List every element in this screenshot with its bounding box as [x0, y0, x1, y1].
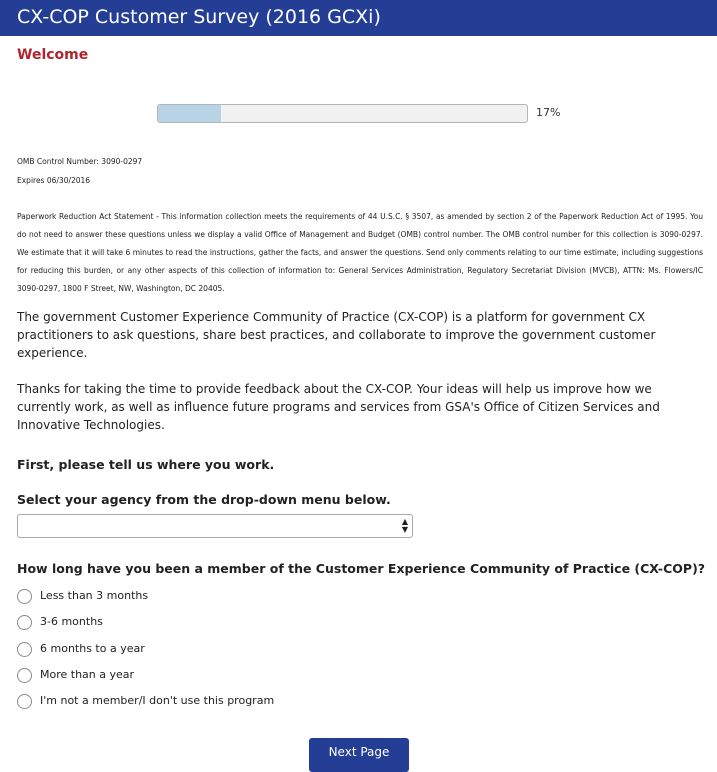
omb-control-number: OMB Control Number: 3090-0297 — [17, 157, 143, 166]
paperwork-reduction-statement: Paperwork Reduction Act Statement - This information collection meets the requirements of 44 U.S.C. § 3507, as amended by section 2 of the Paperwork Reduction Act of 1995. You do not need to answer these questions unless we display a valid Office of Management and Budget (OMB) control number. The OMB control number for this collection is 3090-0297. We estimate that it will take 6 minutes to read the instructions, gather the facts, and answer the questions. Send only comments relating to our time estimate, including suggestions for reducing this burden, or any other aspects of this collection of information to: General Services Administration, Regulatory Secretariat Division (MVCB), ATTN: Ms. Flowers/IC 3090-0297, 1800 F Street, NW, Washington, DC 20405. — [17, 212, 703, 293]
survey-title: CX-COP Customer Survey (2016 GCXi) — [17, 6, 381, 28]
thanks-paragraph: Thanks for taking the time to provide feedback about the CX-COP. Your ideas will help us improve how we currently work, as well as influence future programs and services from GSA's Office of Citizen Services and Innovative Technologies. — [17, 382, 660, 432]
progress-bar-fill — [158, 105, 221, 122]
membership-option-label[interactable]: Less than 3 months — [40, 589, 149, 602]
progress-percent: 17% — [536, 106, 561, 119]
radio-button[interactable] — [17, 615, 32, 630]
omb-expiration: Expires 06/30/2016 — [17, 176, 91, 185]
membership-option-label[interactable]: I'm not a member/I don't use this program — [40, 694, 275, 707]
radio-button[interactable] — [17, 642, 32, 657]
membership-option-label[interactable]: More than a year — [40, 668, 135, 681]
select-arrows-icon: ▲ ▼ — [401, 517, 408, 534]
membership-question: How long have you been a member of the Customer Experience Community of Practice (CX-COP)? — [17, 561, 706, 576]
agency-question: Select your agency from the drop-down menu below. — [17, 492, 391, 507]
workplace-prompt: First, please tell us where you work. — [17, 457, 275, 472]
radio-button[interactable] — [17, 694, 32, 709]
membership-option-label[interactable]: 3-6 months — [40, 615, 103, 628]
next-page-button[interactable]: Next Page — [309, 738, 409, 772]
agency-select[interactable] — [17, 514, 413, 538]
survey-header — [0, 0, 717, 36]
radio-button[interactable] — [17, 668, 32, 683]
page-heading: Welcome — [17, 47, 89, 63]
intro-paragraph: The government Customer Experience Community of Practice (CX-COP) is a platform for government CX practitioners to ask questions, share best practices, and collaborate to improve the government customer experience. — [17, 310, 656, 360]
radio-button[interactable] — [17, 589, 32, 604]
membership-option-label[interactable]: 6 months to a year — [40, 642, 145, 655]
progress-bar — [157, 104, 528, 123]
